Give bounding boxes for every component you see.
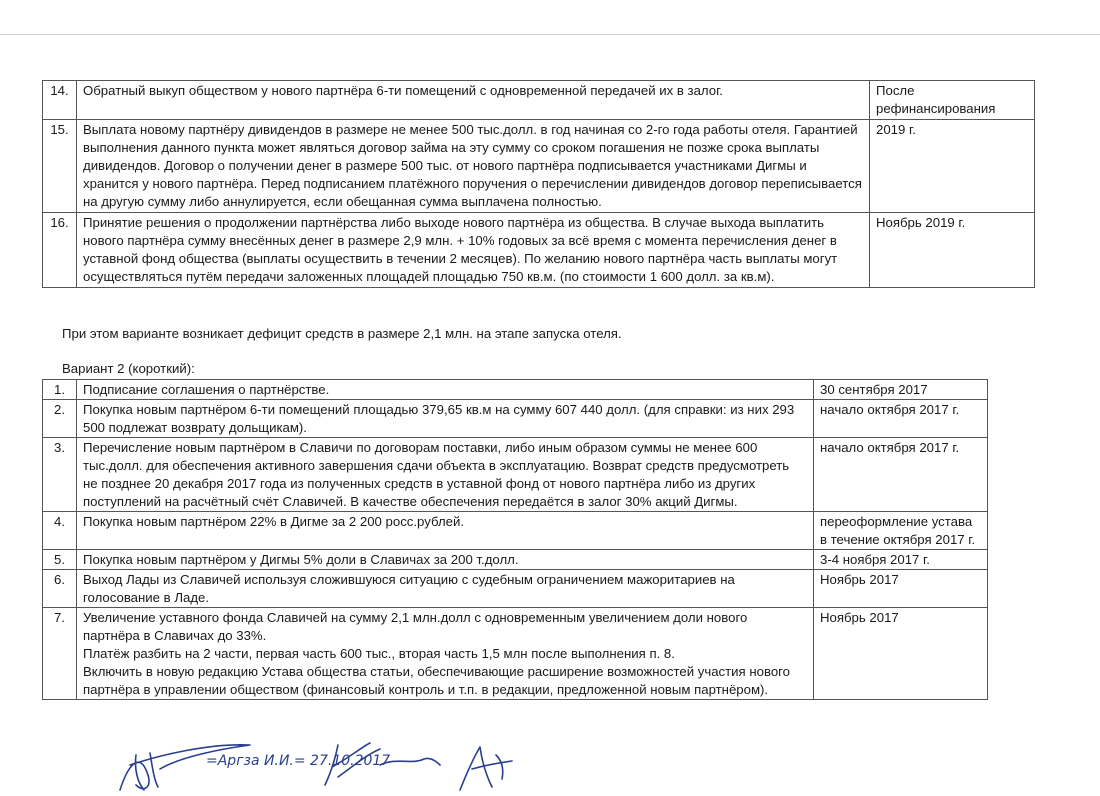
variant-heading: Вариант 2 (короткий): [62,361,195,376]
table-row [43,380,988,400]
row-text-line: Платёж разбить на 2 части, первая часть 600 тыс., вторая часть 1,5 млн после выполнения п. 8. [83,646,675,661]
table-row [43,512,988,550]
row-number: 14. [43,81,77,120]
row-number: 15. [43,120,77,213]
row-number: 4. [43,512,77,550]
table-row [43,120,1035,213]
row-date: Ноябрь 2017 [814,608,988,700]
row-date: начало октября 2017 г. [814,438,988,512]
row-text: Обратный выкуп обществом у нового партнёра 6-ти помещений с одновременной передачей их в залог. [77,81,870,120]
row-date: 30 сентября 2017 [814,380,988,400]
table-row [43,550,988,570]
table-row [43,213,1035,288]
table-row [43,81,1035,120]
row-date: начало октября 2017 г. [814,400,988,438]
table-row [43,608,988,700]
row-text: Покупка новым партнёром 22% в Дигме за 2 200 росс.рублей. [77,512,814,550]
row-number: 1. [43,380,77,400]
table-row [43,438,988,512]
plan-table-continued [42,80,1035,288]
row-text-multi [77,608,814,700]
row-text: Подписание соглашения о партнёрстве. [77,380,814,400]
table-row [43,400,988,438]
row-date: 3-4 ноября 2017 г. [814,550,988,570]
row-text: Выход Лады из Славичей используя сложившуюся ситуацию с судебным ограничением мажоритариев на голосование в Ладе. [77,570,814,608]
row-text: Выплата новому партнёру дивидендов в размере не менее 500 тыс.долл. в год начиная со 2-го года работы отеля. Гарантией выполнения данного пункта может являться договор займа на эту сумму со сроком погашения не позже срока выплаты дивидендов. Договор о получении денег в размере 500 тыс. от нового партнёра подписывается участниками Дигмы и хранится у нового партнёра. Перед подписанием платёжного поручения о перечислении дивидендов договор переписывается на другую сумму либо аннулируется, если обещанная сумма выплачена полностью. [77,120,870,213]
handwritten-signatures [100,735,560,796]
row-number: 2. [43,400,77,438]
variant-2-table [42,379,988,700]
row-number: 16. [43,213,77,288]
row-date: После рефинансирования [870,81,1035,120]
row-date: 2019 г. [870,120,1035,213]
row-number: 7. [43,608,77,700]
row-date: Ноябрь 2017 [814,570,988,608]
table-row [43,570,988,608]
signature-text: =Аргза И.И.= 27.10.2017 [206,753,391,769]
row-number: 6. [43,570,77,608]
deficit-note: При этом варианте возникает дефицит средств в размере 2,1 млн. на этапе запуска отеля. [62,326,622,341]
scan-edge-line [0,34,1100,35]
row-number: 5. [43,550,77,570]
row-date: переоформление устава в течение октября 2017 г. [814,512,988,550]
row-text: Принятие решения о продолжении партнёрства либо выходе нового партнёра из общества. В случае выхода выплатить нового партнёра сумму внесённых денег в размере 2,9 млн. + 10% годовых за всё время с момента перечисления денег в уставной фонд общества (выплаты осуществить в течении 2 месяцев). По желанию нового партнёра часть выплаты могут осуществляться путём передачи заложенных площадей площадью 750 кв.м. (по стоимости 1 600 долл. за кв.м). [77,213,870,288]
row-text: Покупка новым партнёром у Дигмы 5% доли в Славичах за 200 т.долл. [77,550,814,570]
row-text-line: Увеличение уставного фонда Славичей на сумму 2,1 млн.долл с одновременным увеличением доли нового партнёра в Славичах до 33%. [83,610,748,643]
row-date: Ноябрь 2019 г. [870,213,1035,288]
row-text: Покупка новым партнёром 6-ти помещений площадью 379,65 кв.м на сумму 607 440 долл. (для справки: из них 293 500 подлежат возврату дольщикам). [77,400,814,438]
row-text-line: Включить в новую редакцию Устава общества статьи, обеспечивающие расширение возможностей участия нового партнёра в управлении обществом (финансовый контроль и т.п. в редакции, предложенной новым партнёром). [83,664,791,697]
row-text: Перечисление новым партнёром в Славичи по договорам поставки, либо иным образом суммы не менее 600 тыс.долл. для обеспечения активного завершения сдачи объекта в эксплуатацию. Возврат средств предусмотреть не позднее 20 декабря 2017 года из полученных средств в уставной фонд от нового партнёра либо из других поступлений на расчётный счёт Славичей. В качестве обеспечения передаётся в залог 30% акций Дигмы. [77,438,814,512]
row-number: 3. [43,438,77,512]
